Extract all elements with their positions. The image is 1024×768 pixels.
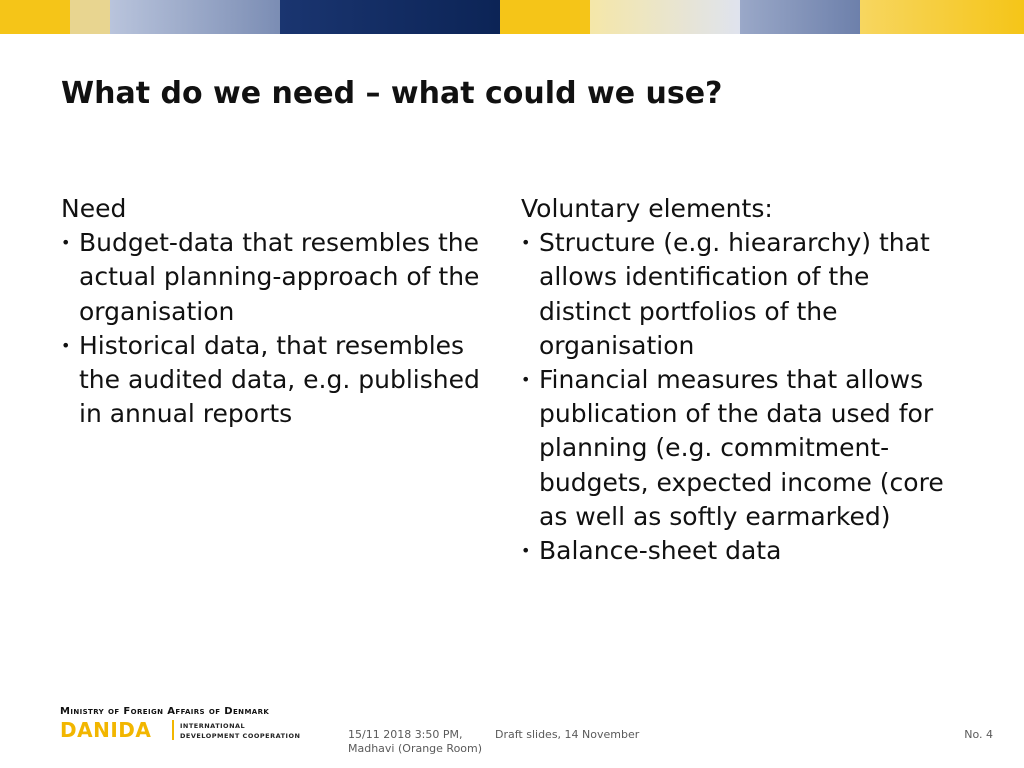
voluntary-column — [521, 192, 961, 568]
list-item — [521, 363, 961, 534]
logo-divider — [172, 720, 174, 740]
bullet-icon: • — [521, 370, 531, 390]
voluntary-list — [521, 226, 961, 568]
header-band — [0, 0, 1024, 34]
band-segment — [110, 0, 280, 34]
list-item — [61, 329, 491, 432]
band-segment — [860, 0, 1024, 34]
need-heading: Need — [61, 194, 127, 223]
list-item — [61, 226, 491, 329]
list-item — [521, 534, 961, 568]
need-list — [61, 226, 491, 431]
voluntary-heading: Voluntary elements: — [521, 194, 773, 223]
danida-wordmark: DANIDA — [60, 718, 152, 742]
band-segment — [590, 0, 740, 34]
logo-subtitle — [180, 721, 300, 741]
logo-subtitle-line-2: DEVELOPMENT COOPERATION — [180, 732, 301, 740]
list-item-text: Balance-sheet data — [539, 536, 782, 566]
bullet-icon: • — [521, 233, 531, 253]
list-item-text: Historical data, that resembles the audited data, e.g. published in annual reports — [79, 330, 480, 429]
ministry-label: Ministry of Foreign Affairs of Denmark — [60, 706, 270, 717]
band-segment — [70, 0, 110, 34]
list-item-text: Budget-data that resembles the actual planning-approach of the organisation — [79, 228, 480, 326]
list-item — [521, 226, 961, 363]
slide-title: What do we need – what could we use? — [61, 76, 723, 111]
logo-subtitle-line-1: INTERNATIONAL — [180, 722, 246, 730]
footer-draft-label: Draft slides, 14 November — [495, 728, 640, 741]
page-number: No. 4 — [964, 728, 993, 741]
band-segment — [280, 0, 500, 34]
band-segment — [0, 0, 70, 34]
footer-date: 15/11 2018 3:50 PM, Madhavi (Orange Room) — [348, 728, 483, 755]
band-segment — [500, 0, 590, 34]
list-item-text: Financial measures that allows publication of the data used for planning (e.g. commitment-budgets, expected income (core as well as softly earmarked) — [539, 365, 944, 531]
ministry-name — [60, 706, 269, 717]
bullet-icon: • — [61, 233, 71, 253]
need-column — [61, 192, 491, 431]
list-item-text: Structure (e.g. hieararchy) that allows identification of the distinct portfolios of the organisation — [539, 228, 930, 360]
danida-logo — [60, 706, 300, 746]
bullet-icon: • — [521, 541, 531, 561]
bullet-icon: • — [61, 335, 71, 355]
band-segment — [740, 0, 860, 34]
